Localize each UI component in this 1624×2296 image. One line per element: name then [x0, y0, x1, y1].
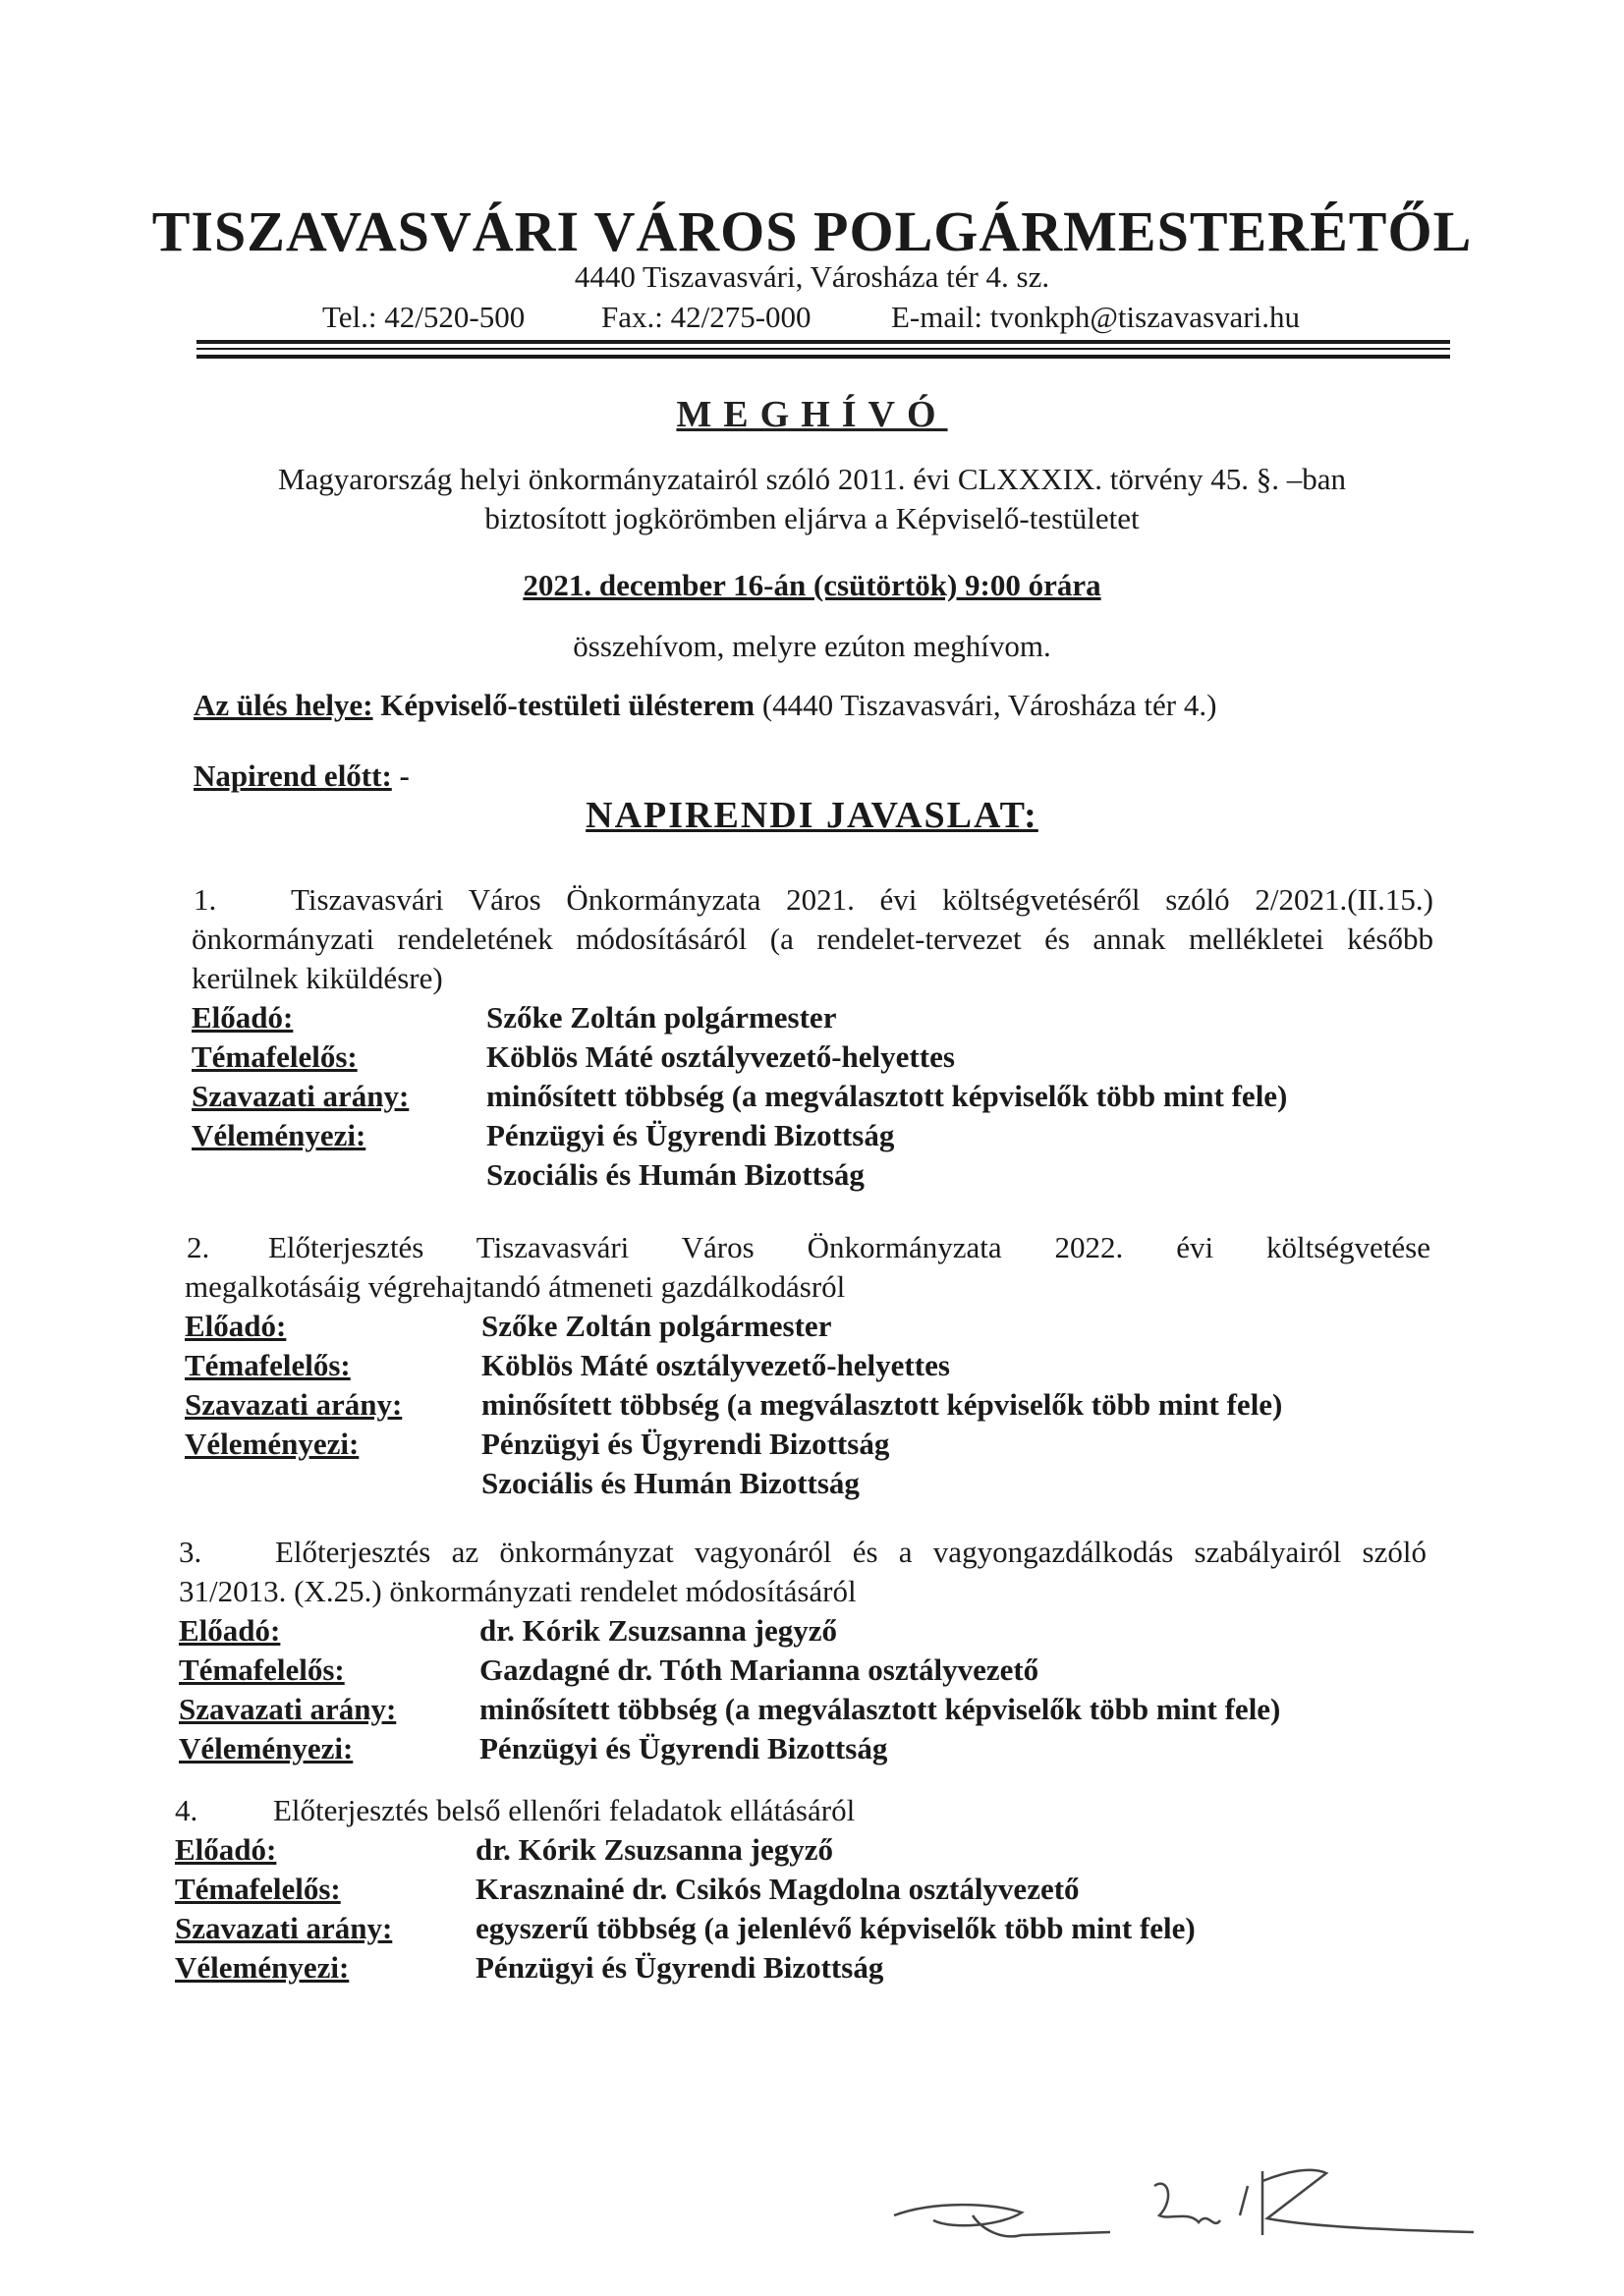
- item-number: 1.: [194, 882, 217, 917]
- responsible-label: Témafelelős:: [185, 1348, 351, 1382]
- item-title-line-2: megalkotásáig végrehajtandó átmeneti gazdálkodásról: [185, 1269, 846, 1304]
- item-title-line-1: Előterjesztés belső ellenőri feladatok ellátásáról: [273, 1793, 856, 1827]
- presenter-label: Előadó:: [185, 1309, 287, 1343]
- fax-number: Fax.: 42/275-000: [601, 300, 812, 334]
- review-label: Véleményezi:: [192, 1118, 366, 1152]
- header-rule-top: [196, 340, 1450, 344]
- meeting-date: 2021. december 16-án (csütörtök) 9:00 órára: [523, 568, 1101, 602]
- vote-label: Szavazati arány:: [175, 1911, 393, 1945]
- presenter-value: Szőke Zoltán polgármester: [486, 1000, 837, 1035]
- vote-value: minősített többség (a megválasztott képviselők több mint fele): [486, 1079, 1288, 1113]
- item-title-line-3: kerülnek kiküldésre): [192, 961, 443, 995]
- review-value-2: Szociális és Humán Bizottság: [481, 1466, 860, 1500]
- review-label: Véleményezi:: [179, 1731, 354, 1765]
- responsible-value: Gazdagné dr. Tóth Marianna osztályvezető: [479, 1652, 1039, 1687]
- review-label: Véleményezi:: [185, 1427, 360, 1461]
- pre-agenda-value: -: [399, 758, 410, 793]
- email-address: E-mail: tvonkph@tiszavasvari.hu: [891, 300, 1300, 334]
- responsible-label: Témafelelős:: [179, 1652, 345, 1687]
- venue-address: (4440 Tiszavasvári, Városháza tér 4.): [761, 688, 1217, 722]
- review-value-1: Pénzügyi és Ügyrendi Bizottság: [481, 1427, 890, 1461]
- agenda-heading: NAPIRENDI JAVASLAT:: [586, 795, 1038, 836]
- presenter-value: Szőke Zoltán polgármester: [481, 1309, 832, 1343]
- convene-text: összehívom, melyre ezúton meghívom.: [573, 629, 1051, 663]
- invitation-heading: MEGHÍVÓ: [676, 394, 948, 435]
- vote-value: egyszerű többség (a jelenlévő képviselők több mint fele): [476, 1911, 1196, 1945]
- responsible-value: Köblös Máté osztályvezető-helyettes: [486, 1039, 955, 1074]
- item-number: 2.: [187, 1230, 210, 1264]
- presenter-label: Előadó:: [175, 1832, 277, 1867]
- review-value-2: Szociális és Humán Bizottság: [486, 1157, 865, 1192]
- phone-number: Tel.: 42/520-500: [322, 300, 526, 334]
- vote-value: minősített többség (a megválasztott képviselők több mint fele): [481, 1387, 1283, 1422]
- pre-agenda-label: Napirend előtt:: [194, 758, 392, 793]
- vote-label: Szavazati arány:: [185, 1387, 403, 1422]
- handwritten-signature: [874, 2142, 1484, 2250]
- vote-label: Szavazati arány:: [192, 1079, 410, 1113]
- header-rule-bottom: [196, 355, 1450, 359]
- presenter-label: Előadó:: [179, 1613, 281, 1648]
- item-title-line-1: Előterjesztés Tiszavasvári Város Önkormányzata 2022. évi költségvetése: [268, 1230, 1430, 1264]
- review-value-1: Pénzügyi és Ügyrendi Bizottság: [476, 1950, 884, 1985]
- review-value-1: Pénzügyi és Ügyrendi Bizottság: [479, 1731, 888, 1765]
- vote-label: Szavazati arány:: [179, 1692, 397, 1726]
- intro-line-1: Magyarország helyi önkormányzatairól szóló 2011. évi CLXXXIX. törvény 45. §. –ban: [277, 462, 1347, 496]
- intro-line-2: biztosított jogkörömben eljárva a Képviselő-testületet: [484, 501, 1140, 535]
- responsible-label: Témafelelős:: [192, 1039, 358, 1074]
- header-rule-middle: [196, 348, 1450, 350]
- presenter-value: dr. Kórik Zsuzsanna jegyző: [476, 1832, 834, 1867]
- review-value-1: Pénzügyi és Ügyrendi Bizottság: [486, 1118, 895, 1152]
- presenter-value: dr. Kórik Zsuzsanna jegyző: [479, 1613, 838, 1648]
- venue-label: Az ülés helye:: [194, 688, 373, 722]
- item-title-line-2: 31/2013. (X.25.) önkormányzati rendelet módosításáról: [179, 1574, 857, 1608]
- responsible-label: Témafelelős:: [175, 1872, 341, 1906]
- page-title: TISZAVASVÁRI VÁROS POLGÁRMESTERÉTŐL: [151, 199, 1473, 263]
- item-number: 4.: [175, 1793, 198, 1827]
- venue-name: Képviselő-testületi ülésterem: [380, 688, 756, 722]
- item-number: 3.: [179, 1535, 202, 1569]
- review-label: Véleményezi:: [175, 1950, 350, 1985]
- item-title-line-1: Előterjesztés az önkormányzat vagyonáról és a vagyongazdálkodás szabályairól szóló: [275, 1535, 1427, 1569]
- pre-agenda-line: [194, 758, 410, 794]
- responsible-value: Köblös Máté osztályvezető-helyettes: [481, 1348, 950, 1382]
- address: 4440 Tiszavasvári, Városháza tér 4. sz.: [574, 259, 1050, 294]
- presenter-label: Előadó:: [192, 1000, 294, 1035]
- vote-value: minősített többség (a megválasztott képviselők több mint fele): [479, 1692, 1281, 1726]
- venue-line: [194, 688, 1216, 723]
- responsible-value: Krasznainé dr. Csikós Magdolna osztályvezető: [476, 1872, 1080, 1906]
- item-title-line-2: önkormányzati rendeletének módosításáról (a rendelet-tervezet és annak mellékletei később: [192, 922, 1433, 956]
- item-title-line-1: Tiszavasvári Város Önkormányzata 2021. évi költségvetéséről szóló 2/2021.(II.15.): [291, 882, 1433, 917]
